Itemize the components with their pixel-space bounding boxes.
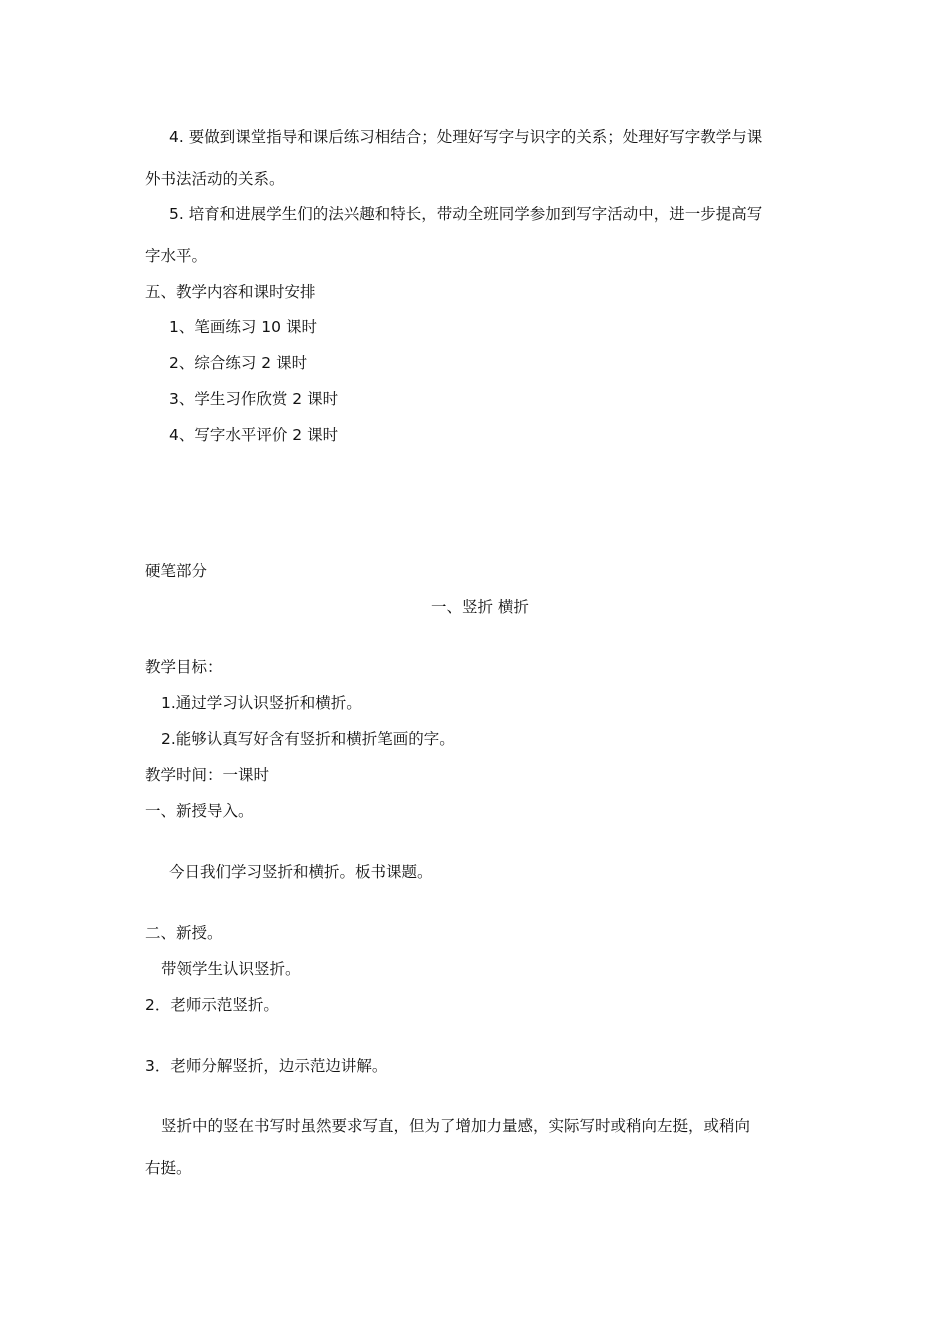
- part-heading: 硬笔部分: [145, 562, 208, 580]
- step-2-item: 带领学生认识竖折。: [161, 960, 301, 978]
- step-2-item: 2．老师示范竖折。: [145, 996, 279, 1014]
- paragraph-4-line-1: 4. 要做到课堂指导和课后练习相结合；处理好写字与识字的关系；处理好写字教学与课: [169, 128, 763, 146]
- explanation-line-2: 右挺。: [145, 1159, 192, 1177]
- schedule-item: 3、学生习作欣赏 2 课时: [169, 390, 339, 408]
- step-2-item: 3．老师分解竖折，边示范边讲解。: [145, 1057, 388, 1075]
- paragraph-5-line-1: 5. 培育和进展学生们的法兴趣和特长，带动全班同学参加到写字活动中，进一步提高写: [169, 205, 763, 223]
- schedule-item: 2、综合练习 2 课时: [169, 354, 308, 372]
- goal-item: 2.能够认真写好含有竖折和横折笔画的字。: [161, 730, 455, 748]
- paragraph-5-line-2: 字水平。: [145, 247, 208, 265]
- explanation-line-1: 竖折中的竖在书写时虽然要求写直，但为了增加力量感，实际写时或稍向左挺，或稍向: [161, 1117, 751, 1135]
- step-2-heading: 二、新授。: [145, 924, 223, 942]
- step-1-text: 今日我们学习竖折和横折。板书课题。: [169, 863, 433, 881]
- paragraph-4-line-2: 外书法活动的关系。: [145, 170, 285, 188]
- goal-item: 1.通过学习认识竖折和横折。: [161, 694, 362, 712]
- lesson-title: 一、竖折 横折: [431, 598, 529, 616]
- schedule-item: 1、笔画练习 10 课时: [169, 318, 317, 336]
- section-5-heading: 五、教学内容和课时安排: [145, 283, 316, 301]
- step-1-heading: 一、新授导入。: [145, 802, 254, 820]
- teaching-time: 教学时间：一课时: [145, 766, 270, 784]
- goals-label: 教学目标：: [145, 658, 223, 676]
- schedule-item: 4、写字水平评价 2 课时: [169, 426, 339, 444]
